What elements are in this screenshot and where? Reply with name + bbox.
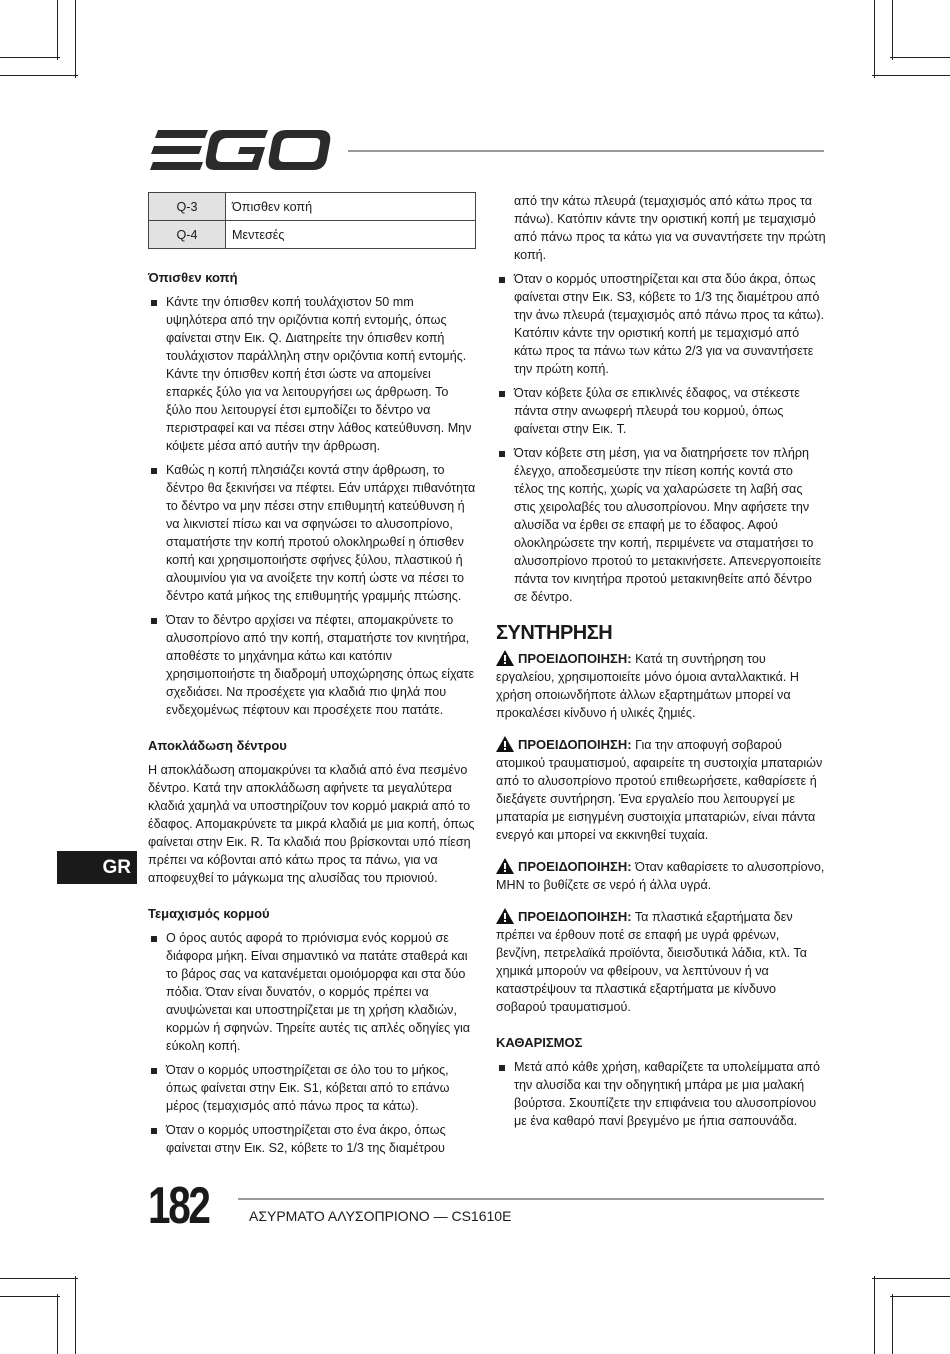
table-row bbox=[149, 193, 476, 221]
warning-icon bbox=[496, 858, 514, 874]
warning-label: ΠΡΟΕΙΔΟΠΟΙΗΣΗ: bbox=[518, 651, 632, 666]
right-column bbox=[496, 192, 826, 1136]
continuation-text: από την κάτω πλευρά (τεμαχισμός από κάτω προς τα πάνω). Κατόπιν κάντε την οριστική κοπή με τεμαχισμό από πάνω προς τα κάτω για να συναντήσετε την πρώτη κοπή. bbox=[514, 194, 826, 262]
list-item bbox=[148, 611, 476, 719]
crop-mark bbox=[0, 1296, 60, 1297]
list-item bbox=[148, 1061, 476, 1115]
crop-mark bbox=[75, 0, 76, 78]
ego-logo bbox=[150, 130, 332, 177]
section-heading: ΚΑΘΑΡΙΣΜΟΣ bbox=[496, 1035, 583, 1050]
list-item-text: Όταν κόβετε στη μέση, για να διατηρήσετε τον πλήρη έλεγχο, αποδεσμεύστε την πίεση κοπής κοντά στο τέλος της κοπής, χωρίς να χαλαρώσετε τη λαβή σας στις χειρολαβές του αλυσοπρίονου. Μην αφήσετε την αλυσίδα να έρθει σε επαφή με το έδαφος. Αφού ολοκληρώσετε την κοπή, περιμένετε να σταματήσει το αλυσοπρίονο προτού το μετακινήσετε. Απενεργοποιείτε πάντα τον κινητήρα προτού μετακινηθείτε από δέντρο σε δέντρο. bbox=[514, 446, 822, 604]
warning-label: ΠΡΟΕΙΔΟΠΟΙΗΣΗ: bbox=[518, 737, 632, 752]
bullet-icon bbox=[151, 1068, 157, 1074]
bullet-icon bbox=[151, 300, 157, 306]
list-item-text: Όταν ο κορμός υποστηρίζεται σε όλο του το μήκος, όπως φαίνεται στην Εικ. S1, κόβεται από το επάνω μέρος (τεμαχισμός από πάνω προς τα κάτω). bbox=[166, 1063, 450, 1113]
table-label: Μεντεσές bbox=[226, 221, 476, 249]
bullet-list bbox=[148, 293, 476, 719]
list-item-text: Ο όρος αυτός αφορά το πριόνισμα ενός κορμού σε διάφορα μήκη. Είναι σημαντικό να πατάτε σταθερά και το βάρος σας να κατανέμεται ομοιόμορφα και στα δύο πόδια. Όταν είναι δυνατόν, ο κορμός πρέπει να ανυψώνεται και υποστηρίζεται με τη χρήση κλαδιών, κορμών ή σφηνών. Τηρείτε αυτές τις απλές οδηγίες για εύκολη κοπή. bbox=[166, 931, 471, 1053]
warning-text: Κατά τη συντήρηση του εργαλείου, χρησιμοποιείτε μόνο όμοια ανταλλακτικά. Η χρήση οποιωνδήποτε άλλων εξαρτημάτων μπορεί να προκαλέσει κίνδυνο ή υλικές ζημιές. bbox=[496, 652, 800, 720]
bullet-icon bbox=[499, 1065, 505, 1071]
crop-mark bbox=[0, 57, 60, 58]
warning-icon bbox=[496, 736, 514, 752]
list-item-text: Όταν το δέντρο αρχίσει να πέφτει, απομακρύνετε το αλυσοπρίονο από την κοπή, σταματήστε τον κινητήρα, αποθέστε το μηχάνημα κάτω και κατόπιν χρησιμοποιήστε τη διαδρομή υποχώρησης όπως είχατε σχεδιάσει. Να προσέχετε για κλαδιά πιο ψηλά που ενδεχομένως πέφτουν και προσέχετε που πατάτε. bbox=[166, 613, 475, 717]
table-label: Όπισθεν κοπή bbox=[226, 193, 476, 221]
crop-mark bbox=[75, 1276, 76, 1354]
section-heading: Αποκλάδωση δέντρου bbox=[148, 738, 287, 753]
crop-mark bbox=[892, 0, 893, 60]
paragraph: Η αποκλάδωση απομακρύνει τα κλαδιά από ένα πεσμένο δέντρο. Κατά την αποκλάδωση αφήνετε τα μεγαλύτερα κλαδιά χαμηλά να υποστηρίζουν τον κορμό μακριά από το έδαφος. Απομακρύνετε τα μικρά κλαδιά με μια κοπή, όπως φαίνεται στην Εικ. R. Τα κλαδιά που βρίσκονται υπό πίεση πρέπει να κόβονται από κάτω προς τα πάνω, για να αποφευχθεί το μάγκωμα της αλυσίδας του πριονιού. bbox=[148, 763, 475, 885]
list-item bbox=[148, 1121, 476, 1157]
list-item-text: Όταν ο κορμός υποστηρίζεται στο ένα άκρο, όπως φαίνεται στην Εικ. S2, κόβετε το 1/3 της διαμέτρου bbox=[166, 1123, 446, 1155]
warning-text: Όταν καθαρίσετε το αλυσοπρίονο, ΜΗΝ το βυθίζετε σε νερό ή άλλα υγρά. bbox=[496, 860, 825, 892]
crop-mark bbox=[874, 0, 875, 78]
left-column bbox=[148, 192, 476, 1163]
bullet-icon bbox=[151, 1128, 157, 1134]
bullet-icon bbox=[499, 391, 505, 397]
bullet-list bbox=[148, 929, 476, 1157]
warning-block bbox=[496, 858, 826, 894]
list-item-text: Όταν κόβετε ξύλα σε επικλινές έδαφος, να στέκεστε πάντα στην ανωφερή πλευρά του κορμού, όπως φαίνεται στην Εικ. T. bbox=[514, 386, 800, 436]
warning-icon bbox=[496, 650, 514, 666]
bullet-list bbox=[496, 1058, 826, 1130]
maintenance-title: ΣΥΝΤΗΡΗΣΗ bbox=[496, 622, 613, 644]
warning-label: ΠΡΟΕΙΔΟΠΟΙΗΣΗ: bbox=[518, 859, 632, 874]
crop-mark bbox=[57, 0, 58, 60]
list-item-text: Όταν ο κορμός υποστηρίζεται και στα δύο άκρα, όπως φαίνεται στην Εικ. S3, κόβετε το 1/3 της διαμέτρου από την άνω πλευρά (τεμαχισμός από πάνω προς τα κάτω). Κατόπιν κάντε την οριστική κοπή με τεμαχισμό από κάτω προς τα πάνω των κάτω 2/3 για να συναντήσετε την πρώτη κοπή. bbox=[514, 272, 825, 376]
warning-text: Τα πλαστικά εξαρτήματα δεν πρέπει να έρθουν ποτέ σε επαφή με υγρά φρένων, βενζίνη, πετρελαϊκά προϊόντα, διεισδυτικά λάδια, κτλ. Τα χημικά μπορούν να φθείρουν, να λεπτύνουν ή να καταστρέψουν τα πλαστικά εξαρτήματα με κίνδυνο σοβαρού τραυματισμού. bbox=[496, 910, 807, 1014]
crop-mark bbox=[872, 75, 950, 76]
list-item bbox=[496, 444, 826, 606]
warning-block bbox=[496, 650, 826, 722]
list-item bbox=[496, 384, 826, 438]
warning-block bbox=[496, 736, 826, 844]
bullet-icon bbox=[151, 618, 157, 624]
table-row bbox=[149, 221, 476, 249]
figure-key-table bbox=[148, 192, 476, 249]
bullet-list bbox=[496, 270, 826, 606]
bullet-icon bbox=[151, 468, 157, 474]
list-item bbox=[148, 293, 476, 455]
list-item-text: Μετά από κάθε χρήση, καθαρίζετε τα υπολείμματα από την αλυσίδα και την οδηγητική μπάρα με μια μαλακή βούρτσα. Σκουπίζετε την επιφάνεια του αλυσοπρίονου με ένα καθαρό πανί βρεγμένο με ήπια σαπουνάδα. bbox=[514, 1060, 820, 1128]
footer-title: ΑΣΥΡΜΑΤΟ ΑΛΥΣΟΠΡΙΟΝΟ — CS1610E bbox=[249, 1208, 512, 1224]
table-code: Q-3 bbox=[149, 193, 226, 221]
header-rule bbox=[348, 150, 824, 152]
bullet-icon bbox=[499, 451, 505, 457]
list-item bbox=[496, 270, 826, 378]
list-item bbox=[148, 461, 476, 605]
table-code: Q-4 bbox=[149, 221, 226, 249]
page-number: 182 bbox=[148, 1177, 209, 1235]
section-heading: Τεμαχισμός κορμού bbox=[148, 906, 270, 921]
crop-mark bbox=[872, 1278, 950, 1279]
crop-mark bbox=[874, 1276, 875, 1354]
list-item-text: Κάντε την όπισθεν κοπή τουλάχιστον 50 mm υψηλότερα από την οριζόντια κοπή εντομής, όπως φαίνεται στην Εικ. Q. Διατηρείτε την όπισθεν κοπή τουλάχιστον παράλληλη στην οριζόντια κοπή εντομής. Κάντε την όπισθεν κοπή έτσι ώστε να απομείνει επαρκές ξύλο για να λειτουργήσει ως άρθρωση. Το ξύλο που λειτουργεί έτσι εμποδίζει το δέντρο να περιστραφεί και να πέσει στην λάθος κατεύθυνση. Μην κόψετε μέσα από αυτήν την άρθρωση. bbox=[166, 295, 472, 453]
crop-mark bbox=[890, 1296, 950, 1297]
warning-block bbox=[496, 908, 826, 1016]
bullet-icon bbox=[499, 277, 505, 283]
list-item bbox=[148, 929, 476, 1055]
crop-mark bbox=[57, 1294, 58, 1354]
list-item bbox=[496, 1058, 826, 1130]
warning-label: ΠΡΟΕΙΔΟΠΟΙΗΣΗ: bbox=[518, 909, 632, 924]
warning-text: Για την αποφυγή σοβαρού ατομικού τραυματισμού, αφαιρείτε τη συστοιχία μπαταριών από το αλυσοπρίονο προτού επιθεωρήσετε, καθαρίσετε ή διεξάγετε συντήρηση. Ένα εργαλείο που λειτουργεί με μπαταρία με εισηγμένη συστοιχία μπαταριών, είναι πάντα ενεργό και μπορεί να εκκινηθεί τυχαία. bbox=[496, 738, 823, 842]
crop-mark bbox=[890, 57, 950, 58]
crop-mark bbox=[0, 1278, 78, 1279]
footer-rule bbox=[238, 1198, 824, 1200]
section-heading: Όπισθεν κοπή bbox=[148, 270, 238, 285]
warning-icon bbox=[496, 908, 514, 924]
bullet-icon bbox=[151, 936, 157, 942]
list-item-text: Καθώς η κοπή πλησιάζει κοντά στην άρθρωση, το δέντρο θα ξεκινήσει να πέφτει. Εάν υπάρχει πιθανότητα το δέντρο να μην πέσει στην επιθυμητή κατεύθυνση ή να λικνιστεί πίσω και να σφηνώσει το αλυσοπρίονο, σταματήστε την κοπή προτού ολοκληρωθεί η όπισθεν κοπή και χρησιμοποιήστε σφήνες ξύλου, πλαστικού ή αλουμινίου για να ανοίξετε την κοπή ώστε να πέσει το δέντρο κατά μήκος της επιθυμητής γραμμής πτώσης. bbox=[166, 463, 476, 603]
language-tab: GR bbox=[57, 851, 137, 884]
crop-mark bbox=[892, 1294, 893, 1354]
crop-mark bbox=[0, 75, 78, 76]
